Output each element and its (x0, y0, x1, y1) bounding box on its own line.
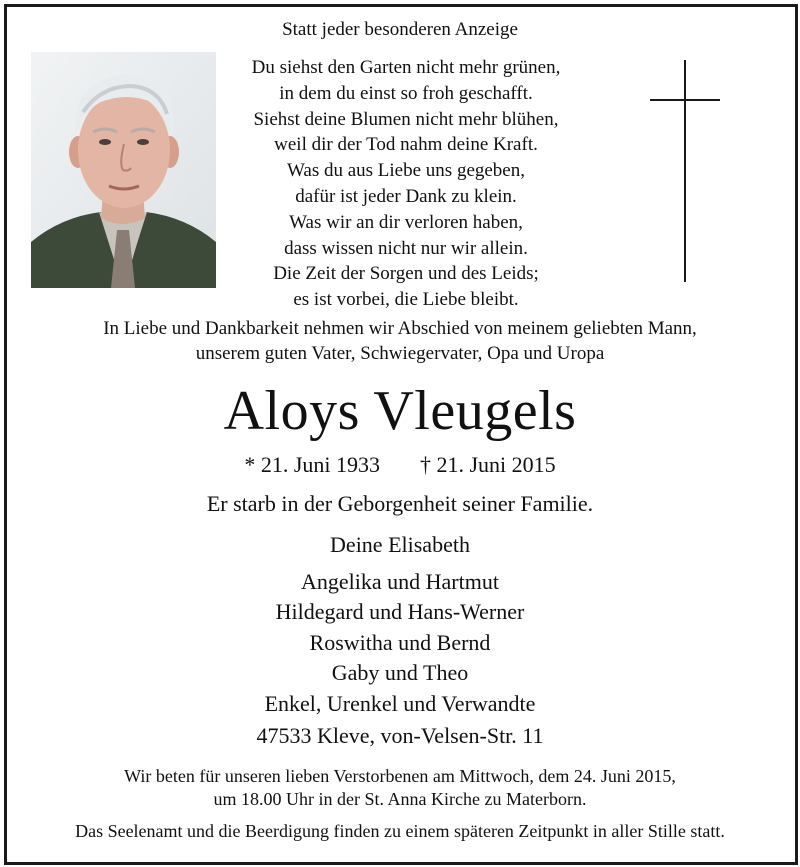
family-member: Deine Elisabeth (330, 532, 470, 557)
notice-header: Statt jeder besonderen Anzeige (282, 19, 518, 40)
family-member: Angelika und Hartmut (301, 568, 499, 594)
intro-line: In Liebe und Dankbarkeit nehmen wir Abschied von meinem geliebten Mann, (103, 318, 697, 339)
family-address: 47533 Kleve, von-Velsen-Str. 11 (256, 723, 544, 748)
farewell-intro (0, 316, 800, 366)
birth-date: * 21. Juni 1933 (244, 452, 380, 477)
poem-line: es ist vorbei, die Liebe bleibt. (293, 289, 519, 311)
poem-line: Was du aus Liebe uns gegeben, (286, 160, 525, 182)
family-member: Gaby und Theo (331, 660, 469, 686)
family-list (0, 530, 800, 720)
family-member: Hildegard und Hans-Werner (275, 599, 525, 625)
poem-line: Du siehst den Garten nicht mehr grünen, (251, 57, 561, 78)
portrait-illustration (31, 52, 216, 288)
deceased-name: Aloys Vleugels (223, 380, 577, 442)
cross-icon (648, 60, 722, 282)
burial-note: Das Seelenamt und die Beerdigung finden zu einem späteren Zeitpunkt in aller Stille statt. (75, 821, 725, 841)
service-line: um 18.00 Uhr in der St. Anna Kirche zu Materborn. (213, 789, 587, 809)
memorial-poem (200, 55, 612, 313)
death-statement: Er starb in der Geborgenheit seiner Familie. (206, 491, 594, 516)
portrait-photo (31, 52, 216, 288)
poem-line: weil dir der Tod nahm deine Kraft. (274, 134, 538, 156)
death-date: † 21. Juni 2015 (420, 452, 556, 477)
family-member: Roswitha und Bernd (309, 629, 491, 655)
intro-line: unserem guten Vater, Schwiegervater, Opa und Uropa (195, 343, 605, 364)
poem-line: Siehst deine Blumen nicht mehr blühen, (253, 108, 559, 130)
poem-line: Die Zeit der Sorgen und des Leids; (273, 263, 539, 285)
poem-line: dass wissen nicht nur wir allein. (284, 237, 528, 259)
service-info (0, 765, 800, 811)
poem-line: in dem du einst so froh geschafft. (279, 82, 533, 104)
family-member: Enkel, Urenkel und Verwandte (264, 690, 536, 716)
poem-line: dafür ist jeder Dank zu klein. (295, 185, 517, 207)
service-line: Wir beten für unseren lieben Verstorbenen am Mittwoch, dem 24. Juni 2015, (124, 766, 676, 786)
poem-line: Was wir an dir verloren haben, (289, 211, 523, 233)
life-dates (0, 451, 800, 479)
